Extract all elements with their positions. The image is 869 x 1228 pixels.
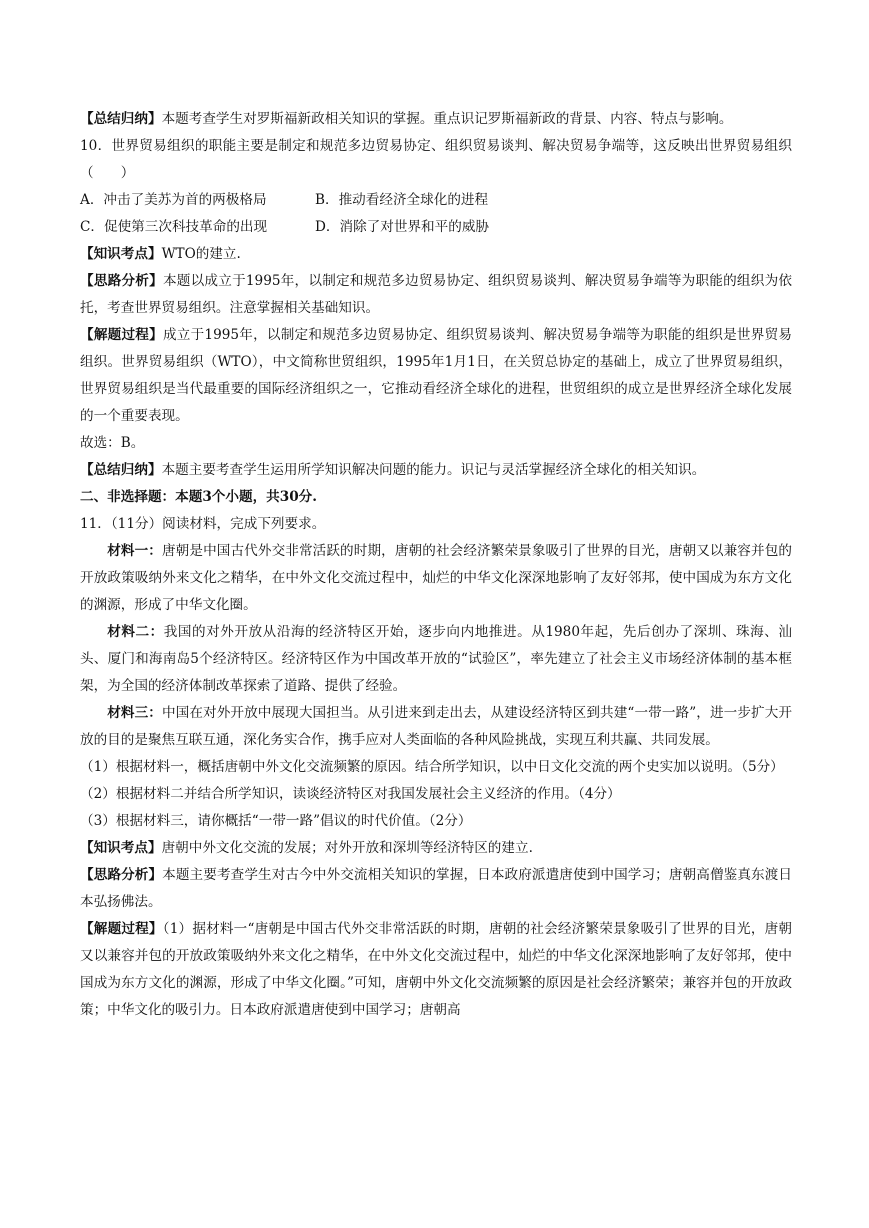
section-tag: 【总结归纳】 bbox=[80, 111, 162, 127]
material-label: 材料二： bbox=[107, 624, 164, 640]
paragraph-text: WTO的建立. bbox=[161, 246, 241, 262]
q11-process bbox=[80, 916, 792, 1024]
option-a: A．冲击了美苏为首的两极格局 bbox=[80, 192, 267, 208]
q10-stem: 10．世界贸易组织的职能主要是制定和规范多边贸易协定、组织贸易谈判、解决贸易争端等，这反映出世界贸易组织（ ） bbox=[80, 138, 792, 181]
q10-process bbox=[80, 322, 792, 430]
paragraph-text: 本题考查学生对罗斯福新政相关知识的掌握。重点识记罗斯福新政的背景、内容、特点与影响。 bbox=[161, 111, 733, 127]
paragraph-text: 本题主要考查学生对古今中外交流相关知识的掌握，日本政府派遣唐使到中国学习；唐朝高僧鉴真东渡日本弘扬佛法。 bbox=[80, 867, 793, 910]
section-tag: 【知识考点】 bbox=[80, 246, 162, 262]
q10-options-row-2 bbox=[80, 214, 792, 241]
material-text: 我国的对外开放从沿海的经济特区开始，逐步向内地推进。从1980年起，先后创办了深圳、珠海、汕头、厦门和海南岛5个经济特区。经济特区作为中国改革开放的“试验区”，率先建立了社会主义市场经济体制的基本框架，为全国的经济体制改革探索了道路、提供了经验。 bbox=[80, 624, 793, 694]
option-b: B．推动看经济全球化的进程 bbox=[315, 192, 489, 208]
paragraph-text: 本题主要考查学生运用所学知识解决问题的能力。识记与灵活掌握经济全球化的相关知识。 bbox=[161, 462, 706, 478]
q10-answer: 故选：B。 bbox=[80, 435, 145, 451]
q11-knowledge bbox=[80, 835, 792, 862]
material-label: 材料一： bbox=[107, 543, 162, 559]
paragraph-text: （1）据材料一“唐朝是中国古代外交非常活跃的时期，唐朝的社会经济繁荣景象吸引了世界的目光，唐朝又以兼容并包的开放政策吸纳外来文化之精华，在中外文化交流过程中，灿烂的中华文化深深地影响了友好邻邦，使中国成为东方文化的渊源，形成了中华文化圈。”可知，唐朝中外文化交流频繁的原因是社会经济繁荣；兼容并包的开放政策；中华文化的吸引力。日本政府派遣唐使到中国学习；唐朝高 bbox=[80, 921, 793, 1018]
material-2 bbox=[80, 619, 792, 700]
q11-question-3: （3）根据材料三，请你概括“一带一路”倡议的时代价值。（2分） bbox=[80, 813, 472, 829]
material-text: 中国在对外开放中展现大国担当。从引进来到走出去，从建设经济特区到共建“一带一路”，进一步扩大开放的目的是聚焦互联互通，深化务实合作，携手应对人类面临的各种风险挑战，实现互利共赢、共同发展。 bbox=[80, 705, 792, 748]
q11-question-2: （2）根据材料二并结合所学知识，读谈经济特区对我国发展社会主义经济的作用。（4分） bbox=[80, 786, 621, 802]
q11-stem: 11．（11分）阅读材料，完成下列要求。 bbox=[80, 516, 326, 532]
material-label: 材料三： bbox=[107, 705, 162, 721]
q10-summary bbox=[80, 457, 792, 484]
q10-options-row-1 bbox=[80, 187, 792, 214]
section-tag: 【总结归纳】 bbox=[80, 462, 162, 478]
section-tag: 【思路分析】 bbox=[80, 867, 163, 883]
section-tag: 【思路分析】 bbox=[80, 273, 163, 289]
material-3 bbox=[80, 700, 792, 754]
q10-knowledge bbox=[80, 241, 792, 268]
paragraph-text: 唐朝中外文化交流的发展；对外开放和深圳等经济特区的建立. bbox=[161, 840, 533, 856]
section-tag: 【解题过程】 bbox=[80, 327, 163, 343]
material-text: 唐朝是中国古代外交非常活跃的时期，唐朝的社会经济繁荣景象吸引了世界的目光，唐朝又以兼容并包的开放政策吸纳外来文化之精华，在中外文化交流过程中，灿烂的中华文化深深地影响了友好邻邦，使中国成为东方文化的渊源，形成了中华文化圈。 bbox=[80, 543, 792, 613]
section-tag: 【知识考点】 bbox=[80, 840, 162, 856]
option-d: D．消除了对世界和平的威胁 bbox=[315, 219, 490, 235]
section-tag: 【解题过程】 bbox=[80, 921, 163, 937]
paragraph-text: 成立于1995年，以制定和规范多边贸易协定、组织贸易谈判、解决贸易争端等为职能的组织是世界贸易组织。世界贸易组织（WTO），中文简称世贸组织，1995年1月1日，在关贸总协定的基础上，成立了世界贸易组织，世界贸易组织是当代最重要的国际经济组织之一，它推动看经济全球化的进程，世贸组织的成立是世界经济全球化发展的一个重要表现。 bbox=[80, 327, 793, 424]
paragraph-text: 本题以成立于1995年，以制定和规范多边贸易协定、组织贸易谈判、解决贸易争端等为职能的组织为依托，考查世界贸易组织。注意掌握相关基础知识。 bbox=[80, 273, 793, 316]
q11-question-1: （1）根据材料一，概括唐朝中外文化交流频繁的原因。结合所学知识，以中日文化交流的两个史实加以说明。（5分） bbox=[80, 759, 784, 775]
option-c: C．促使第三次科技革命的出现 bbox=[80, 219, 268, 235]
q9-summary bbox=[80, 106, 792, 133]
q10-analysis bbox=[80, 268, 792, 322]
document-page bbox=[80, 106, 792, 1024]
q11-analysis bbox=[80, 862, 792, 916]
material-1 bbox=[80, 538, 792, 619]
section-heading: 二、非选择题：本题3个小题，共30分. bbox=[80, 489, 318, 505]
